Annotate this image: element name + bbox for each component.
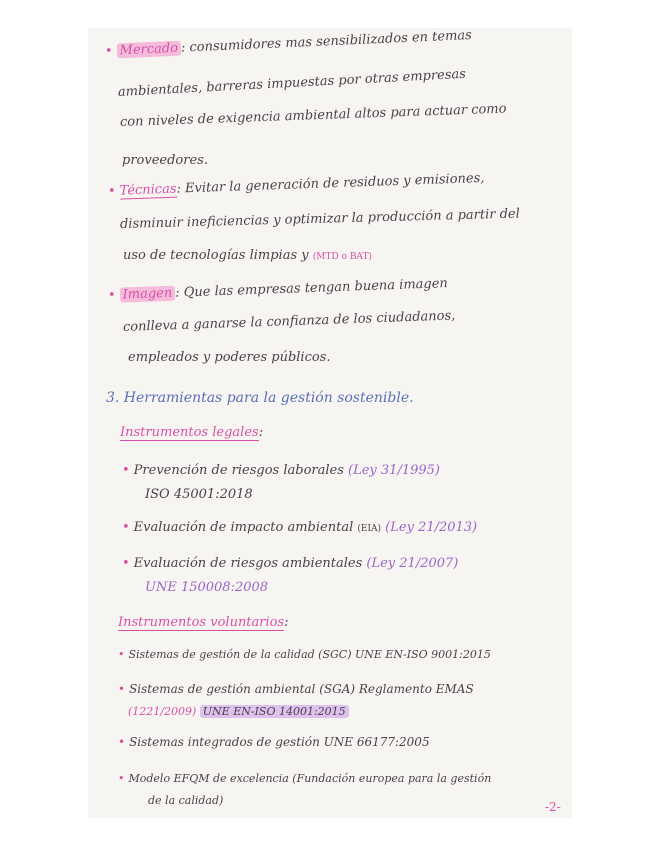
- voluntarios-item-1-text: Sistemas de gestión de la calidad (SGC) UNE EN-ISO 9001:2015: [128, 648, 491, 661]
- bullet-icon: •: [118, 682, 126, 696]
- imagen-text-2: conlleva a ganarse la confianza de los ciudadanos,: [122, 308, 456, 335]
- legales-item-1-text: Prevención de riesgos laborales: [133, 463, 344, 478]
- legales-item-1: [122, 463, 440, 478]
- voluntarios-item-2b: [128, 705, 349, 718]
- mercado-text-3: con niveles de exigencia ambiental altos para actuar como: [119, 101, 507, 130]
- legales-title: [120, 425, 263, 440]
- tecnicas-text: : Evitar la generación de residuos y emisiones,: [176, 170, 485, 197]
- imagen-text-3: empleados y poderes públicos.: [128, 350, 331, 365]
- legales-item-3: [122, 556, 458, 571]
- legales-item-1-ref: (Ley 31/1995): [348, 463, 440, 478]
- voluntarios-title-text: Instrumentos voluntarios: [118, 615, 285, 630]
- tecnicas-term: Técnicas: [119, 181, 177, 199]
- legales-item-3-ref: (Ley 21/2007): [366, 556, 459, 571]
- voluntarios-item-2: [118, 682, 474, 696]
- mercado-text: : consumidores mas sensibilizados en temas: [180, 27, 473, 56]
- voluntarios-item-1: [118, 648, 491, 661]
- mercado-line-4: [122, 153, 208, 168]
- tecnicas-text-3: uso de tecnologías limpias y: [123, 248, 309, 263]
- voluntarios-item-2-text: Sistemas de gestión ambiental (SGA) Reglamento EMAS: [129, 682, 474, 696]
- mercado-text-4: proveedores.: [122, 153, 208, 168]
- bullet-icon: •: [104, 43, 113, 59]
- bullet-icon: •: [118, 772, 125, 785]
- mercado-text-2: ambientales, barreras impuestas por otras empresas: [117, 66, 467, 100]
- legales-item-3-text: Evaluación de riesgos ambientales: [133, 556, 363, 571]
- legales-title-text: Instrumentos legales: [120, 425, 259, 440]
- legales-colon: :: [258, 425, 264, 440]
- mercado-term: Mercado: [116, 41, 181, 59]
- bullet-icon: •: [107, 183, 116, 199]
- tecnicas-line-3: [123, 248, 372, 263]
- bullet-icon: •: [122, 556, 130, 571]
- tecnicas-note: (MTD o BAT): [312, 252, 372, 262]
- imagen-text: : Que las empresas tengan buena imagen: [174, 276, 449, 301]
- legales-item-3-sub: UNE 150008:2008: [145, 580, 269, 595]
- voluntarios-item-2-highlight: UNE EN-ISO 14001:2015: [200, 705, 349, 718]
- voluntarios-item-4-text: Modelo EFQM de excelencia (Fundación europea para la gestión: [128, 772, 492, 785]
- voluntarios-title: [118, 615, 289, 630]
- legales-item-2-text: Evaluación de impacto ambiental: [133, 520, 354, 535]
- bullet-icon: •: [122, 520, 130, 535]
- voluntarios-item-4: [118, 772, 491, 785]
- voluntarios-colon: :: [284, 615, 289, 630]
- legales-item-1-sub: ISO 45001:2018: [145, 487, 253, 502]
- voluntarios-item-3-text: Sistemas integrados de gestión UNE 66177:2005: [129, 735, 430, 749]
- notebook-page: [88, 28, 572, 818]
- voluntarios-item-3: [118, 735, 430, 749]
- section-heading: 3. Herramientas para la gestión sostenible.: [106, 390, 414, 406]
- page-number: -2-: [545, 800, 561, 814]
- imagen-line-3: [128, 350, 331, 365]
- legales-item-2: [122, 520, 477, 535]
- imagen-term: Imagen: [119, 286, 175, 303]
- legales-item-2-abbr: (EIA): [357, 524, 382, 534]
- voluntarios-item-4b: de la calidad): [148, 794, 224, 807]
- bullet-icon: •: [122, 463, 130, 478]
- bullet-icon: •: [107, 287, 116, 303]
- bullet-icon: •: [118, 648, 125, 661]
- bullet-icon: •: [118, 735, 126, 749]
- tecnicas-text-2: disminuir ineficiencias y optimizar la producción a partir del: [119, 206, 520, 232]
- legales-item-2-ref: (Ley 21/2013): [385, 520, 478, 535]
- voluntarios-item-2-ref: (1221/2009): [128, 705, 197, 718]
